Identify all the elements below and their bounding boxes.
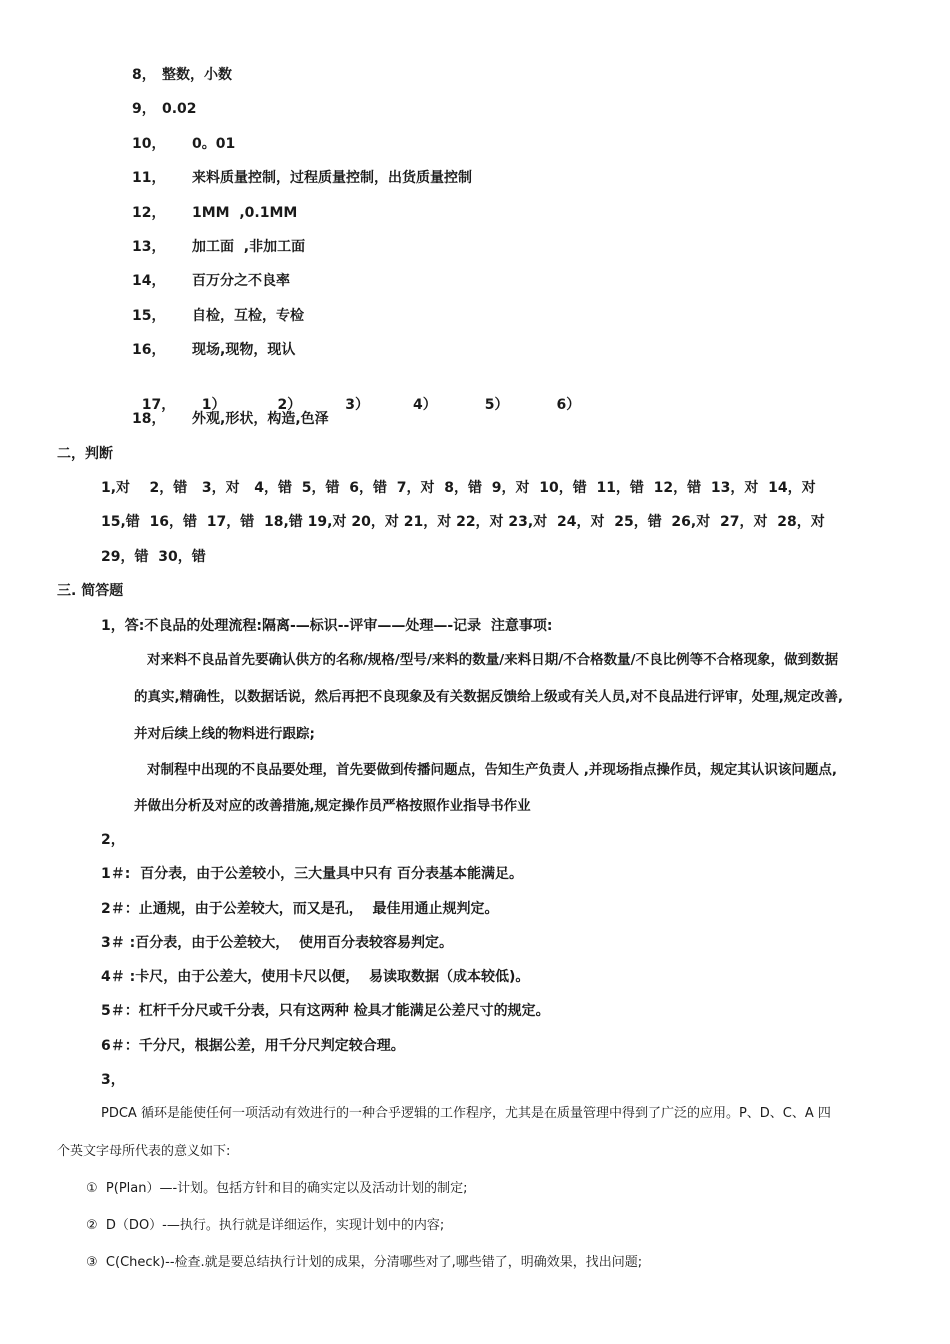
q3-point: ② D（DO）-—执行。执行就是详细运作，实现计划中的内容;	[86, 1218, 445, 1233]
answer-15	[132, 306, 304, 326]
answer-number: 13，	[132, 239, 166, 255]
answer-number: 17，	[141, 397, 176, 413]
answer-part: 6）	[556, 397, 581, 413]
answer-number: 14，	[132, 273, 166, 289]
answer-9	[132, 99, 197, 119]
answer-text: 加工面 ,非加工面	[192, 239, 306, 255]
answer-part: 1）	[201, 397, 226, 413]
q3-point: ③ C(Check)--检查.就是要总结执行计划的成果，分清哪些对了,哪些错了，明确效果，找出问题;	[86, 1255, 643, 1270]
q2-heading: 2，	[101, 832, 125, 848]
answer-text: 外观,形状，构造,色泽	[192, 411, 329, 427]
answer-number: 15，	[132, 308, 166, 324]
answer-part: 3）	[345, 397, 369, 413]
answer-11	[132, 168, 472, 188]
answer-16	[132, 340, 295, 360]
answer-12	[132, 203, 297, 223]
answer-text: 1MM ,0.1MM	[192, 205, 298, 221]
q1-paragraph-line: 对制程中出现的不良品要处理，首先要做到传播问题点，告知生产负责人 ,并现场指点操作员，规定其认识该问题点,	[147, 762, 837, 778]
answer-number: 16，	[132, 342, 166, 358]
answer-text: 来料质量控制，过程质量控制，出货质量控制	[192, 170, 472, 186]
section-title-judgement: 二，判断	[57, 446, 113, 462]
q2-item: 3＃ :百分表，由于公差较大， 使用百分表较容易判定。	[101, 935, 453, 951]
answer-number: 8，	[132, 67, 156, 83]
answer-number: 9，	[132, 101, 156, 117]
q3-intro-line: 个英文字母所代表的意义如下:	[57, 1144, 231, 1159]
answer-18	[132, 409, 329, 429]
q1-paragraph-line: 并做出分析及对应的改善措施,规定操作员严格按照作业指导书作业	[134, 798, 531, 814]
q1-paragraph-line: 对来料不良品首先要确认供方的名称/规格/型号/来料的数量/来料日期/不合格数量/不良比例等不合格现象，做到数据	[147, 652, 839, 668]
answer-10	[132, 134, 235, 154]
q2-item: 6＃：千分尺，根据公差，用千分尺判定较合理。	[101, 1038, 405, 1054]
q2-item: 1＃: 百分表，由于公差较小，三大量具中只有 百分表基本能满足。	[101, 866, 523, 882]
section-title-short-answer: 三. 简答题	[57, 583, 124, 599]
q3-point: ① P(Plan）—-计划。包括方针和目的确实定以及活动计划的制定;	[86, 1181, 468, 1196]
answer-number: 10，	[132, 136, 166, 152]
judgement-line: 15,错 16，错 17，错 18,错 19,对 20，对 21，对 22，对 23,对 24，对 25，错 26,对 27，对 28，对	[101, 514, 825, 530]
q2-item: 2＃：止通规，由于公差较大，而又是孔， 最佳用通止规判定。	[101, 901, 499, 917]
answer-number: 12，	[132, 205, 166, 221]
answer-13	[132, 237, 305, 257]
judgement-line: 1,对 2，错 3，对 4，错 5，错 6，错 7，对 8，错 9，对 10，错 11，错 12，错 13，对 14，对	[101, 480, 816, 496]
answer-number: 18，	[132, 411, 166, 427]
answer-part: 2）	[277, 397, 302, 413]
answer-text: 百万分之不良率	[192, 273, 290, 289]
answer-part: 5）	[484, 397, 509, 413]
q1-heading: 1，答:不良品的处理流程:隔离-—标识--评审——处理—-记录 注意事项:	[101, 618, 553, 634]
q2-item: 4＃ :卡尺，由于公差大，使用卡尺以便， 易读取数据（成本较低)。	[101, 969, 530, 985]
q3-intro-line: PDCA 循环是能使任何一项活动有效进行的一种合乎逻辑的工作程序，尤其是在质量管理中得到了广泛的应用。P、D、C、A 四	[101, 1106, 831, 1121]
answer-14	[132, 271, 290, 291]
answer-text: 0.02	[162, 101, 197, 117]
q1-paragraph-line: 的真实,精确性，以数据话说，然后再把不良现象及有关数据反馈给上级或有关人员,对不良品进行评审，处理,规定改善,	[134, 689, 844, 705]
answer-text: 现场,现物，现认	[192, 342, 296, 358]
q3-heading: 3，	[101, 1072, 125, 1088]
q1-paragraph-line: 并对后续上线的物料进行跟踪;	[134, 726, 315, 742]
judgement-line: 29，错 30，错	[101, 549, 206, 565]
answer-8	[132, 65, 232, 85]
answer-text: 0。01	[192, 136, 236, 152]
q2-item: 5＃：杠杆千分尺或千分表，只有这两种 检具才能满足公差尺寸的规定。	[101, 1003, 550, 1019]
answer-text: 整数，小数	[162, 67, 232, 83]
answer-text: 自检，互检，专检	[192, 308, 304, 324]
answer-number: 11，	[132, 170, 166, 186]
answer-part: 4）	[413, 397, 437, 413]
